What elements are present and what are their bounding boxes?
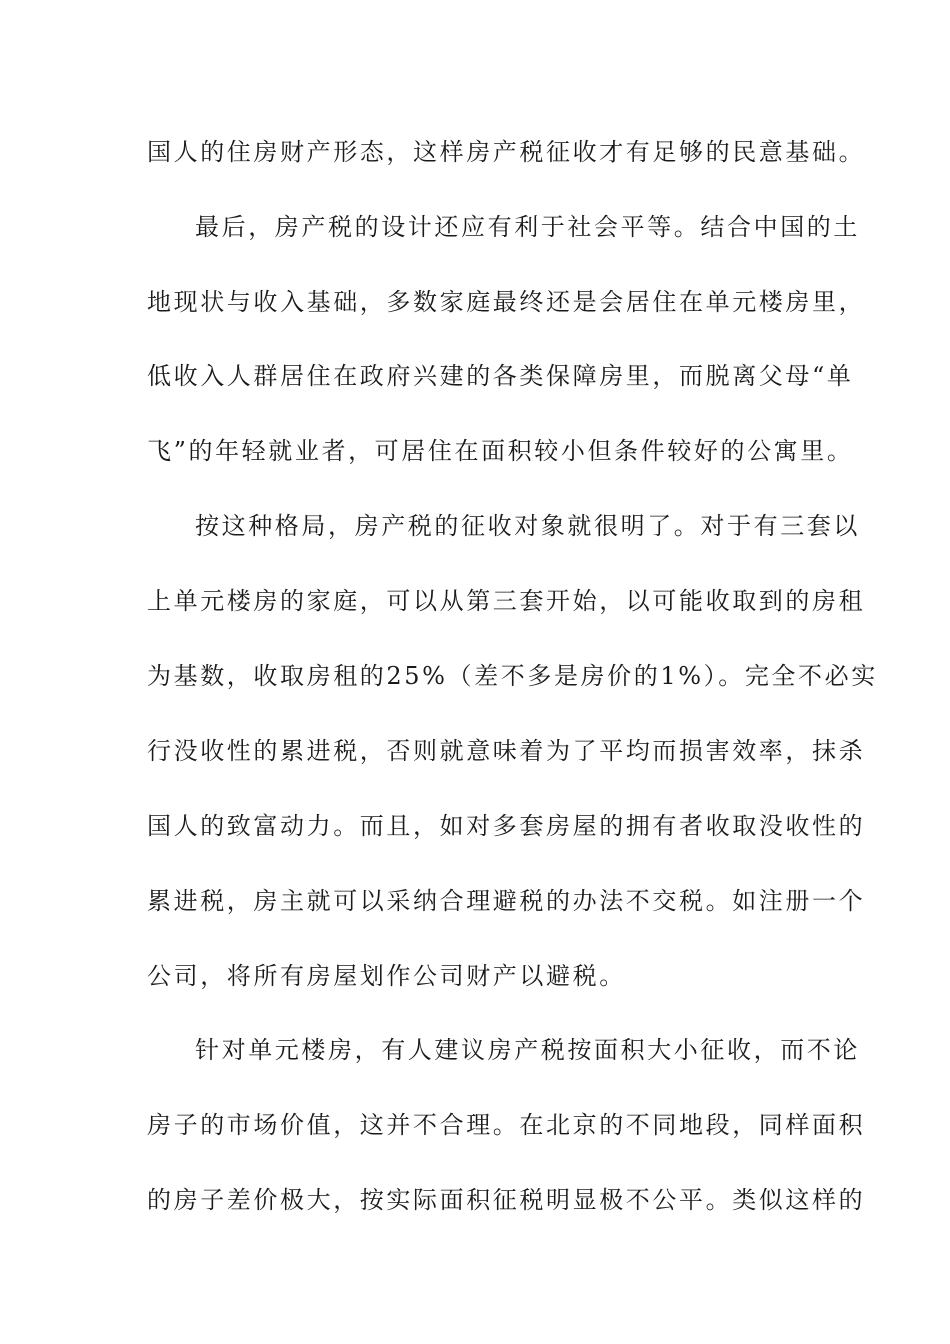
text-line: 房子的市场价值，这并不合理。在北京的不同地段，同样面积 — [147, 1111, 866, 1139]
text-line: 飞”的年轻就业者，可居住在面积较小但条件较好的公寓里。 — [147, 437, 854, 465]
text-line: 地现状与收入基础，多数家庭最终还是会居住在单元楼房里， — [147, 288, 866, 316]
text-line: 上单元楼房的家庭，可以从第三套开始，以可能收取到的房租 — [147, 587, 866, 615]
paragraph-first-line: 最后，房产税的设计还应有利于社会平等。结合中国的土 — [195, 213, 860, 241]
text-line: 国人的致富动力。而且，如对多套房屋的拥有者收取没收性的 — [147, 812, 866, 840]
paragraph-first-line: 按这种格局，房产税的征收对象就很明了。对于有三套以 — [195, 512, 860, 540]
paragraph-first-line: 针对单元楼房，有人建议房产税按面积大小征收，而不论 — [195, 1036, 860, 1064]
text-line: 的房子差价极大，按实际面积征税明显极不公平。类似这样的 — [147, 1186, 866, 1214]
text-line: 为基数，收取房租的25%（差不多是房价的1%）。完全不必实 — [147, 662, 878, 690]
text-line: 累进税，房主就可以采纳合理避税的办法不交税。如注册一个 — [147, 887, 866, 915]
text-line: 公司，将所有房屋划作公司财产以避税。 — [147, 962, 626, 990]
text-line: 国人的住房财产形态，这样房产税征收才有足够的民意基础。 — [147, 138, 866, 166]
text-line: 低收入人群居住在政府兴建的各类保障房里，而脱离父母“单 — [147, 362, 854, 390]
text-line: 行没收性的累进税，否则就意味着为了平均而损害效率，抹杀 — [147, 737, 866, 765]
